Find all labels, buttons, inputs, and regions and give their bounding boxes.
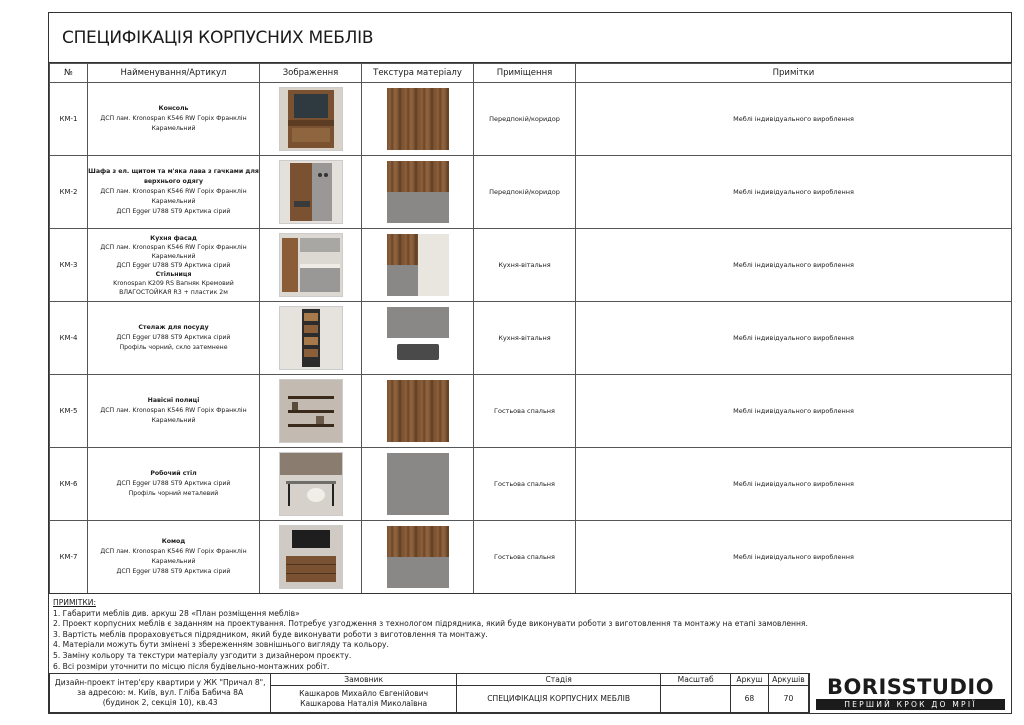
client-name: Кашкарова Наталія Миколаївна [300, 699, 428, 708]
wood-franklin-texture [387, 380, 449, 442]
item-spec-line: Карамельний [151, 417, 196, 424]
note-item: 3. Вартість меблів прораховується підрядником, який буде виконувати роботи з виготовлення та монтажу. [53, 629, 488, 639]
table-row [50, 229, 1012, 302]
wood-franklin-texture [387, 88, 449, 150]
item-name [88, 521, 260, 594]
sheet-value: 68 [730, 686, 768, 713]
wood-franklin-texture [387, 526, 449, 557]
desk-photo [279, 452, 343, 516]
header-texture: Текстура матеріалу [362, 64, 474, 83]
client-names [271, 686, 457, 713]
wood-franklin-texture [387, 161, 449, 192]
shelving-photo [279, 306, 343, 370]
kitchen-photo [279, 233, 343, 297]
item-spec-line: ДСП Egger U788 ST9 Арктика сірий [116, 480, 231, 487]
table-row [50, 83, 1012, 156]
table-header-row [50, 64, 1012, 83]
row-num: КМ-6 [50, 448, 88, 521]
logo-name: BORISSTUDIO [826, 675, 995, 699]
sheet-frame [48, 12, 1012, 714]
item-title: Навісні полиці [147, 397, 200, 404]
item-name [88, 448, 260, 521]
sheet-label: Аркуш [730, 674, 768, 686]
note: Меблі індивідуального вироблення [576, 229, 1012, 302]
note: Меблі індивідуального вироблення [576, 521, 1012, 594]
item-name [88, 83, 260, 156]
stage-value: СПЕЦИФІКАЦІЯ КОРПУСНИХ МЕБЛІВ [456, 686, 661, 713]
note: Меблі індивідуального вироблення [576, 302, 1012, 375]
logo-tagline: ПЕРШИЙ КРОК ДО МРІЇ [816, 699, 1005, 710]
note: Меблі індивідуального вироблення [576, 83, 1012, 156]
arctic-grey-texture [387, 453, 449, 515]
shelves-photo [279, 379, 343, 443]
texture-cell [362, 448, 474, 521]
item-title: Комод [161, 538, 186, 545]
note: Меблі індивідуального вироблення [576, 156, 1012, 229]
stage-label: Стадія [456, 674, 661, 686]
arctic-grey-texture [387, 192, 449, 223]
title-block-table [49, 673, 809, 713]
client-name: Кашкаров Михайло Євгенійович [299, 689, 429, 698]
note-item: 5. Заміну кольору та текстури матеріалу узгодити з дизайнером проєкту. [53, 650, 352, 660]
item-subtitle: Стільниця [155, 270, 192, 278]
arctic-grey-texture [387, 307, 449, 338]
header-notes: Примітки [576, 64, 1012, 83]
row-num: КМ-5 [50, 375, 88, 448]
table-row [50, 156, 1012, 229]
room: Кухня-вітальня [474, 302, 576, 375]
scale-value [661, 686, 731, 713]
notes-block [49, 593, 1011, 685]
item-title: Шафа з ел. щитом та м'яка лава з гачками для верхнього одягу [88, 168, 259, 185]
item-spec-line: Kronospan K209 RS Вапняк Кремовий [113, 279, 234, 287]
item-image-cell [260, 302, 362, 375]
texture-stack [387, 234, 449, 296]
wardrobe-photo [279, 160, 343, 224]
item-spec-line: Карамельний [151, 125, 196, 132]
project-line: Дизайн-проект інтер'єру квартири у ЖК "Причал 8", [54, 678, 266, 687]
item-image-cell [260, 375, 362, 448]
item-title: Стелаж для посуду [138, 324, 209, 331]
page-title: СПЕЦИФІКАЦІЯ КОРПУСНИХ МЕБЛІВ [49, 13, 1011, 63]
header-name: Найменування/Артикул [88, 64, 260, 83]
item-spec-line: ДСП Egger U788 ST9 Арктика сірий [116, 334, 231, 341]
texture-stack [387, 307, 449, 369]
item-spec-line: ДСП Egger U788 ST9 Арктика сірий [116, 568, 231, 575]
limestone-cream-texture [418, 234, 449, 296]
item-title: Консоль [158, 105, 189, 112]
item-spec-line: ДСП Egger U788 ST9 Арктика сірий [116, 261, 231, 269]
texture-cell [362, 83, 474, 156]
sheets-label: Аркушів [768, 674, 808, 686]
spec-table [49, 63, 1012, 594]
item-image-cell [260, 156, 362, 229]
item-image-cell [260, 83, 362, 156]
texture-cell [362, 375, 474, 448]
client-label: Замовник [271, 674, 457, 686]
row-num: КМ-3 [50, 229, 88, 302]
note: Меблі індивідуального вироблення [576, 448, 1012, 521]
item-title: Кухня фасад [150, 234, 197, 242]
texture-cell [362, 302, 474, 375]
item-spec-line: Карамельний [151, 558, 196, 565]
note-item: 1. Габарити меблів див. аркуш 28 «План розміщення меблів» [53, 608, 300, 618]
console-photo [279, 87, 343, 151]
item-spec-line: ВЛАГОСТОЙКАЯ R3 + пластик 2м [119, 288, 228, 296]
item-image-cell [260, 229, 362, 302]
note-item: 6. Всі розміри уточнити по місцю після будівельно-монтажних робіт. [53, 661, 330, 671]
item-spec-line: Карамельний [151, 252, 196, 260]
project-line: за адресою: м. Київ, вул. Гліба Бабича 8А [77, 688, 244, 697]
tinted-glass-texture [387, 338, 449, 369]
row-num: КМ-7 [50, 521, 88, 594]
item-name [88, 375, 260, 448]
table-row [50, 375, 1012, 448]
room: Кухня-вітальня [474, 229, 576, 302]
arctic-grey-texture [387, 265, 418, 296]
project-info [50, 674, 271, 713]
texture-cell [362, 229, 474, 302]
room: Передпокій/коридор [474, 83, 576, 156]
studio-logo [809, 673, 1011, 713]
scale-label: Масштаб [661, 674, 731, 686]
room: Передпокій/коридор [474, 156, 576, 229]
header-room: Приміщення [474, 64, 576, 83]
header-num: № [50, 64, 88, 83]
room: Гостьова спальня [474, 448, 576, 521]
row-num: КМ-4 [50, 302, 88, 375]
table-row [50, 521, 1012, 594]
dresser-photo [279, 525, 343, 589]
item-name [88, 156, 260, 229]
item-name [88, 302, 260, 375]
item-title: Робочий стіл [150, 470, 197, 477]
texture-stack [387, 161, 449, 223]
notes-heading: ПРИМІТКИ: [53, 598, 97, 607]
item-spec-line: ДСП лам. Kronospan K546 RW Горіх Франклін [100, 243, 247, 251]
item-spec-line: ДСП лам. Kronospan K546 RW Горіх Франклін [100, 407, 247, 414]
project-line: (будинок 2, секція 10), кв.43 [102, 698, 218, 707]
item-spec-line: Карамельний [151, 198, 196, 205]
table-row [50, 448, 1012, 521]
arctic-grey-texture [387, 557, 449, 588]
title-block [49, 673, 1011, 713]
item-spec-line: ДСП Egger U788 ST9 Арктика сірий [116, 208, 231, 215]
item-image-cell [260, 521, 362, 594]
row-num: КМ-2 [50, 156, 88, 229]
note-item: 2. Проект корпусних меблів є заданням на проектування. Потребує узгодження з технологом підрядника, який буде виконувати роботи з виготовлення та монтажу на етапі замовлення. [53, 619, 808, 629]
sheets-value: 70 [768, 686, 808, 713]
wood-franklin-texture [387, 234, 418, 265]
item-name [88, 229, 260, 302]
table-row [50, 302, 1012, 375]
room: Гостьова спальня [474, 375, 576, 448]
item-spec-line: ДСП лам. Kronospan K546 RW Горіх Франклін [100, 115, 247, 122]
item-spec-line: ДСП лам. Kronospan K546 RW Горіх Франклін [100, 548, 247, 555]
note-item: 4. Матеріали можуть бути змінені з збереженням зовнішнього вигляду та кольору. [53, 640, 389, 650]
item-spec-line: ДСП лам. Kronospan K546 RW Горіх Франклін [100, 188, 247, 195]
texture-cell [362, 521, 474, 594]
header-image: Зображення [260, 64, 362, 83]
item-spec-line: Профіль чорний металевий [128, 490, 219, 497]
row-num: КМ-1 [50, 83, 88, 156]
item-image-cell [260, 448, 362, 521]
item-spec-line: Профіль чорний, скло затемнене [119, 344, 228, 351]
texture-cell [362, 156, 474, 229]
room: Гостьова спальня [474, 521, 576, 594]
texture-stack [387, 526, 449, 588]
note: Меблі індивідуального вироблення [576, 375, 1012, 448]
